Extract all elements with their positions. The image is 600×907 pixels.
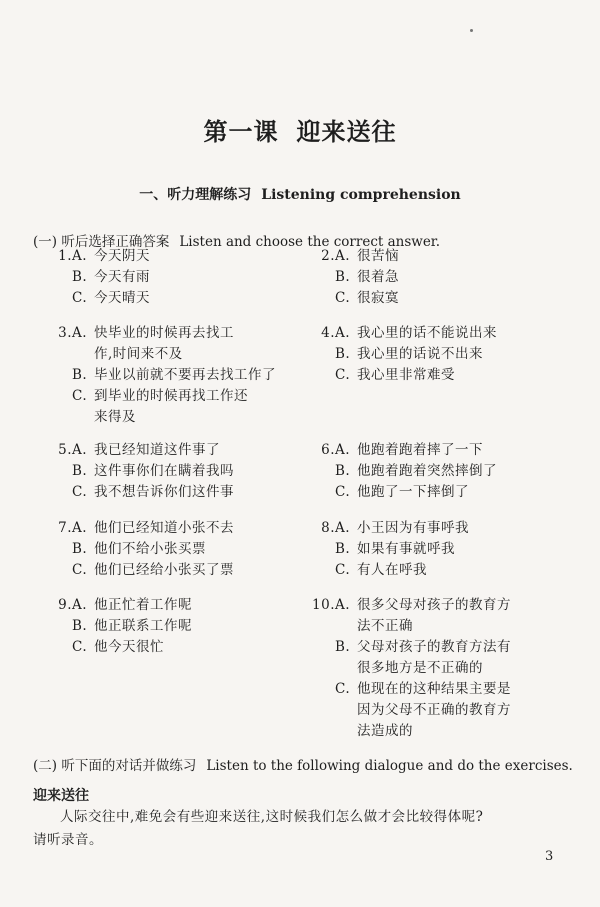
question-7-line-1 [42, 518, 234, 539]
question-10 [305, 595, 511, 742]
question-4 [305, 323, 497, 386]
option-letter: C. [72, 388, 88, 404]
option-text: 快毕业的时候再去找工 [94, 325, 234, 341]
option-text: 他正忙着工作呢 [94, 597, 192, 613]
option-letter: A. [335, 248, 351, 264]
option-letter: B. [72, 367, 88, 383]
option-text: 今天晴天 [94, 290, 150, 306]
question-8-line-3 [305, 560, 469, 581]
option-letter: A. [335, 325, 351, 341]
option-letter: C. [72, 290, 88, 306]
option-text: 小王因为有事呼我 [357, 520, 469, 536]
exercise-1-heading-cn: (一) 听后选择正确答案 [33, 234, 170, 250]
question-4-line-1 [305, 323, 497, 344]
question-7-line-3 [42, 560, 234, 581]
question-2-line-2 [305, 267, 399, 288]
question-2-line-3 [305, 288, 399, 309]
question-8-line-1 [305, 518, 469, 539]
question-number: 9. [58, 597, 72, 613]
lesson-title [0, 112, 600, 147]
lesson-name: 迎来送往 [296, 117, 397, 146]
speck-mark [470, 29, 473, 32]
option-text: 我心里的话说不出来 [357, 346, 483, 362]
option-text: 他们已经知道小张不去 [94, 520, 234, 536]
question-number: 3. [58, 325, 72, 341]
option-letter: B. [335, 269, 351, 285]
option-letter: B. [335, 541, 351, 557]
option-letter: B. [72, 541, 88, 557]
option-letter: A. [72, 325, 88, 341]
option-letter: B. [72, 269, 88, 285]
option-letter: B. [335, 346, 351, 362]
lesson-number: 第一课 [203, 117, 279, 146]
option-letter: A. [72, 520, 88, 536]
option-letter: C. [72, 562, 88, 578]
option-text: 他跑着跑着摔了一下 [357, 442, 483, 458]
option-text: 我心里非常难受 [357, 367, 455, 383]
option-text: 很多父母对孩子的教育方 [357, 597, 511, 613]
option-letter: A. [335, 442, 351, 458]
question-4-line-2 [305, 344, 497, 365]
question-5-line-3 [42, 482, 234, 503]
question-7-line-2 [42, 539, 234, 560]
question-6-line-3 [305, 482, 497, 503]
question-5 [42, 440, 234, 503]
option-text: 作,时间来不及 [94, 346, 183, 362]
question-9-line-2 [42, 616, 192, 637]
question-10-line-7 [305, 721, 511, 742]
question-6 [305, 440, 497, 503]
option-text: 法不正确 [357, 618, 413, 634]
question-number: 4. [321, 325, 335, 341]
option-text: 他跑了一下摔倒了 [357, 484, 469, 500]
option-letter: A. [72, 248, 88, 264]
question-number: 10. [312, 597, 335, 613]
dialogue-title: 迎来送往 [33, 788, 89, 804]
option-text: 到毕业的时候再找工作还 [94, 388, 248, 404]
question-5-line-2 [42, 461, 234, 482]
question-number: 8. [321, 520, 335, 536]
option-text: 法造成的 [357, 723, 413, 739]
option-letter: C. [335, 681, 351, 697]
question-10-line-6 [305, 700, 511, 721]
exercise-2-heading-en: Listen to the following dialogue and do the exercises. [206, 758, 573, 774]
question-8-line-2 [305, 539, 469, 560]
option-letter: C. [335, 484, 351, 500]
question-number: 7. [58, 520, 72, 536]
option-text: 他正联系工作呢 [94, 618, 192, 634]
option-letter: B. [335, 463, 351, 479]
option-text: 很多地方是不正确的 [357, 660, 483, 676]
intro-paragraph [33, 806, 563, 852]
question-4-line-3 [305, 365, 497, 386]
question-number: 5. [58, 442, 72, 458]
option-text: 他们不给小张买票 [94, 541, 206, 557]
question-2 [305, 246, 399, 309]
intro-paragraph-line-2: 请听录音。 [33, 832, 103, 848]
option-text: 今天阴天 [94, 248, 150, 264]
option-letter: A. [72, 442, 88, 458]
option-text: 很寂寞 [357, 290, 399, 306]
option-text: 他跑着跑着突然摔倒了 [357, 463, 497, 479]
option-text: 这件事你们在瞒着我吗 [94, 463, 234, 479]
option-letter: A. [335, 520, 351, 536]
option-text: 我不想告诉你们这件事 [94, 484, 234, 500]
section-heading [0, 184, 600, 204]
option-letter: C. [335, 562, 351, 578]
option-text: 有人在呼我 [357, 562, 427, 578]
option-text: 很着急 [357, 269, 399, 285]
question-3-line-4 [42, 386, 276, 407]
option-letter: C. [72, 639, 88, 655]
option-letter: C. [335, 367, 351, 383]
section-heading-cn: 一、听力理解练习 [139, 187, 252, 203]
question-3-line-2 [42, 344, 276, 365]
question-7 [42, 518, 234, 581]
option-text: 很苦恼 [357, 248, 399, 264]
question-1-line-3 [42, 288, 150, 309]
question-1-line-1 [42, 246, 150, 267]
option-text: 父母对孩子的教育方法有 [357, 639, 511, 655]
question-8 [305, 518, 469, 581]
question-1 [42, 246, 150, 309]
option-letter: B. [72, 463, 88, 479]
page-number: 3 [545, 849, 554, 864]
option-letter: B. [335, 639, 351, 655]
option-text: 因为父母不正确的教育方 [357, 702, 511, 718]
option-text: 我心里的话不能说出来 [357, 325, 497, 341]
intro-paragraph-line-1: 人际交往中,难免会有些迎来送往,这时候我们怎么做才会比较得体呢? [60, 809, 484, 825]
question-1-line-2 [42, 267, 150, 288]
question-number: 6. [321, 442, 335, 458]
option-text: 今天有雨 [94, 269, 150, 285]
option-letter: C. [72, 484, 88, 500]
question-6-line-2 [305, 461, 497, 482]
question-3-line-3 [42, 365, 276, 386]
question-10-line-4 [305, 658, 511, 679]
question-6-line-1 [305, 440, 497, 461]
question-9-line-1 [42, 595, 192, 616]
question-10-line-5 [305, 679, 511, 700]
option-letter: A. [72, 597, 88, 613]
option-text: 来得及 [94, 409, 136, 425]
question-5-line-1 [42, 440, 234, 461]
option-text: 他今天很忙 [94, 639, 164, 655]
option-text: 毕业以前就不要再去找工作了 [94, 367, 276, 383]
question-3-line-5 [42, 407, 276, 428]
option-letter: B. [72, 618, 88, 634]
option-text: 他现在的这种结果主要是 [357, 681, 511, 697]
question-9 [42, 595, 192, 658]
exercise-1-heading-en: Listen and choose the correct answer. [179, 234, 441, 250]
option-letter: C. [335, 290, 351, 306]
exercise-2-heading [33, 754, 573, 774]
exercise-2-heading-cn: (二) 听下面的对话并做练习 [33, 758, 197, 774]
question-3 [42, 323, 276, 428]
question-9-line-3 [42, 637, 192, 658]
section-heading-en: Listening comprehension [261, 187, 461, 203]
question-2-line-1 [305, 246, 399, 267]
question-3-line-1 [42, 323, 276, 344]
question-10-line-3 [305, 637, 511, 658]
question-number: 1. [58, 248, 72, 264]
option-text: 我已经知道这件事了 [94, 442, 220, 458]
option-letter: A. [335, 597, 351, 613]
option-text: 如果有事就呼我 [357, 541, 455, 557]
question-number: 2. [321, 248, 335, 264]
question-10-line-1 [305, 595, 511, 616]
question-10-line-2 [305, 616, 511, 637]
option-text: 他们已经给小张买了票 [94, 562, 234, 578]
